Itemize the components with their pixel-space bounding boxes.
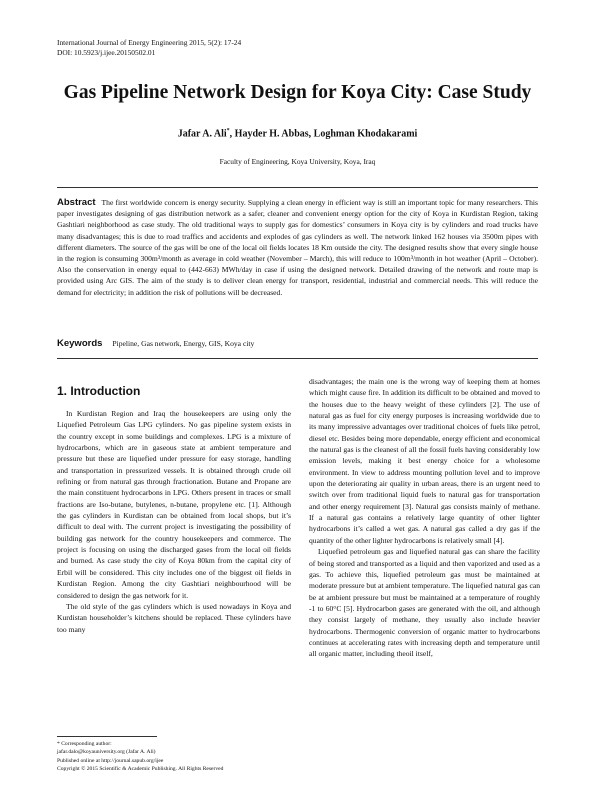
affiliation: Faculty of Engineering, Koya University, Koya, Iraq (219, 157, 376, 166)
section-heading-introduction: 1. Introduction (57, 384, 141, 398)
footnote-published: Published online at http://journal.sapub.org/ijee (57, 757, 164, 764)
footnote-copyright: Copyright © 2015 Scientific & Academic Publishing. All Rights Reserved (57, 766, 224, 773)
paragraph: Liquefied petroleum gas and liquefied natural gas can share the facility of being stored and transported as a liquid and then vaporized and used as a gas. To achieve this, liquefied petroleum gas must be maintained at moderate pressure but at ambient temperature. The liquefied natural gas can be at ambient pressure but must be maintained at a temperature of roughly -1 to 60°C [5]. Hydrocarbon gases are generated with the oil, and although they consist largely of methane, they usually also include heavier hydrocarbons. Thermogenic conversion of organic matter to hydrocarbons continues at accelerating rates with increasing depth and temperature until all organic matter, including theoil itself, (309, 547, 540, 659)
abstract-label: Abstract (57, 197, 96, 208)
footnote-rule (57, 736, 157, 737)
corresponding-author: Jafar A. Ali (177, 128, 227, 140)
footnote (57, 740, 223, 774)
journal-header (57, 38, 241, 57)
author-list (0, 128, 595, 139)
corresponding-mark: * (226, 128, 230, 134)
footnote-corresponding: * Corresponding author: (57, 741, 112, 747)
footnote-email: jafar.dalo@koyauniversity.org (Jafar A. Ali) (57, 749, 156, 756)
paper-title: Gas Pipeline Network Design for Koya City: Case Study (63, 82, 532, 103)
keywords-label: Keywords (57, 338, 103, 349)
paragraph: disadvantages; the main one is the wrong way of keeping them at homes which might cause fire. In addition its difficult to be obtained and moved to the houses due to the heavy weight of these cylinders [2]. The use of natural gas as fuel for city energy purposes is increasing worldwide due to its many impressive advantages over traditional choices of fuels like petrol, diesel etc. Besides being more dependable, energy efficient and economical the natural gas is the cleanest of all the fossil fuels having considerably low emission levels, making it best energy choice for a wholesome environment. In view to address mounting pollution level and to improve upon the deteriorating air quality in urban areas, there is an urgent need to switch over from traditional liquid fuels to natural gas for transportation and other energy requirement [3]. Natural gas consists mainly of methane. If a natural gas contains a relatively large quantity of other lighter hydrocarbons it’s called a wet gas. A natural gas called a dry gas if the quantity of the other lighter hydrocarbons is relatively small [4]. (309, 377, 540, 545)
abstract-block (57, 197, 538, 298)
journal-doi: DOI: 10.5923/j.ijee.20150502.01 (57, 47, 156, 57)
paragraph: In Kurdistan Region and Iraq the housekeepers are using only the Liquefied Petroleum Gas LPG cylinders. No gas pipeline system exists in the country except in some buildings and complexes. LPG is a mixture of hydrocarbons, which are in gaseous state at ambient temperature and pressure but these are liquefied under pressure for easy storage, handling and transportation in pressurized vessels. It is obtained through crude oil refining or from natural gas through fractionation. Butane and Propane are the main constituent hydrocarbons in LPG. Others present in traces or small fractions are Iso-butane, butylenes, n-butane, propylene etc. [1]. Although the gas cylinders in Kurdistan can be obtained from local shops, but it’s difficult to deal with. The current project is investigating the possibility of building gas network for the country housekeepers and commerce. The project is focusing on using the discharged gases from the local oil fields and burned. As case study the city of Koya 80km from the capital city of Erbil will be considered. This city includes one of the biggest oil fields in Kurdistan Region. Among the city Gashtiari neighbourhood will be considered to design the gas network for it. (57, 409, 291, 600)
left-column (57, 408, 291, 635)
right-column (309, 376, 540, 660)
abstract-text: The first worldwide concern is energy security. Supplying a clean energy in efficient way is still an important topic for many researchers. This paper investigates designing of gas distribution network as a safer, cleaner and convenient energy option for the city of Koya in Kurdistan Region, taking Gashtiari neighborhood as case study. The old traditional ways to supply gas for domestics’ consumers in Koya city is by cylinders and road trucks have many disadvantages; this is due to road traffics and accidents and explodes of gas cylinders as well. The network linked 162 houses via 3500m pipes with different diameters. The source of the gas will be one of the local oil fields locates 18 Km outside the city. The designed results show that every single house in the region is consuming 300m³/month as average in cold weather (November – March), this will reduce to 100m³/month in hot weather (April – October). Also the conservation in energy equal to (442-663) MWh/day in case if using the designed network. Detailed drawing of the network and route map is provided using Arc GIS. The aim of the study is to deliver clean energy for transport, residential, industrial and commercial needs. This will reduce the demand for electricity; in addition the risk of pollutions will be decreased. (57, 198, 538, 297)
paragraph: The old style of the gas cylinders which is used nowadays in Koya and Kurdistan householder’s kitchens should be replaced. These cylinders have too many (57, 601, 291, 634)
journal-citation: International Journal of Energy Engineering 2015, 5(2): 17-24 (57, 38, 242, 47)
keywords-block (57, 338, 254, 349)
keywords-text: Pipeline, Gas network, Energy, GIS, Koya city (112, 339, 255, 348)
abstract-bottom-rule (57, 358, 538, 359)
coauthors: , Hayder H. Abbas, Loghman Khodakarami (229, 128, 418, 140)
abstract-top-rule (57, 187, 538, 188)
